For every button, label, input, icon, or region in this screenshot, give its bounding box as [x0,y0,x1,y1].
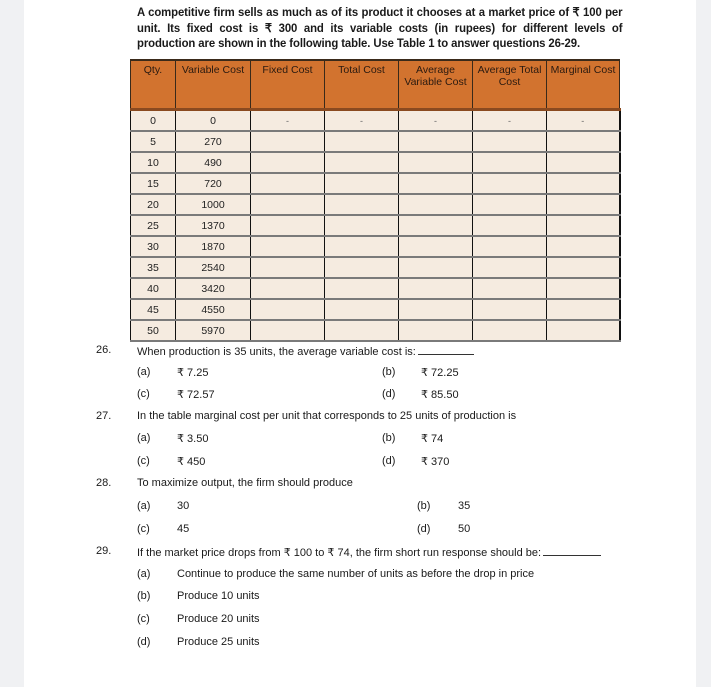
cell-average-total-cost [473,236,547,257]
option-label: (a) [137,366,151,378]
option-value: ₹ 72.57 [177,389,215,401]
option-label: (b) [382,366,396,378]
cell-average-total-cost [473,152,547,173]
table-row [131,131,620,152]
cell-fixed-cost [251,173,325,194]
question-number: 27. [96,410,112,422]
cell-average-variable-cost [399,320,473,341]
table-row [131,257,620,278]
cell-variable-cost: 4550 [176,299,251,320]
option-label: (b) [417,500,431,512]
option-value: Continue to produce the same number of units as before the drop in price [177,568,535,580]
cell-variable-cost: 270 [176,131,251,152]
cell-average-variable-cost [399,152,473,173]
option-value: ₹ 3.50 [177,433,209,445]
cell-fixed-cost [251,236,325,257]
cell-variable-cost: 1370 [176,215,251,236]
cell-fixed-cost [251,257,325,278]
table-row [131,152,620,173]
question-number: 26. [96,344,112,356]
cell-total-cost [325,320,399,341]
cell-average-variable-cost [399,236,473,257]
cell-average-variable-cost [399,299,473,320]
cell-total-cost [325,278,399,299]
option-value: 35 [458,500,471,512]
cell-total-cost [325,152,399,173]
cell-total-cost [325,299,399,320]
cell-average-total-cost [473,299,547,320]
cell-average-variable-cost [399,173,473,194]
header-average-total-cost: Average Total Cost [473,60,547,110]
question-text-content: When production is 35 units, the average variable cost is: [137,346,416,358]
cell-total-cost [325,194,399,215]
question-text: In the table marginal cost per unit that corresponds to 25 units of production is [137,410,517,422]
cell-fixed-cost [251,320,325,341]
option-label: (c) [137,388,150,400]
option-label: (d) [382,455,396,467]
cell-marginal-cost: - [547,110,620,132]
cell-average-total-cost [473,215,547,236]
option-value: Produce 10 units [177,590,260,602]
answer-blank [543,545,601,556]
option-label: (b) [382,432,396,444]
cell-variable-cost: 490 [176,152,251,173]
cell-variable-cost: 720 [176,173,251,194]
option-label: (d) [382,388,396,400]
cell-average-variable-cost [399,194,473,215]
cell-marginal-cost [547,173,620,194]
option-value: ₹ 7.25 [177,367,209,379]
cell-average-total-cost [473,278,547,299]
option-label: (d) [417,523,431,535]
question-text [137,344,474,358]
cell-average-total-cost: - [473,110,547,132]
cell-marginal-cost [547,194,620,215]
option-value: 45 [177,523,190,535]
cell-qty: 35 [131,257,176,278]
cell-fixed-cost [251,131,325,152]
cell-fixed-cost [251,215,325,236]
question-number: 28. [96,477,112,489]
question-number: 29. [96,545,112,557]
cell-average-variable-cost [399,278,473,299]
option-label: (d) [137,636,151,648]
header-variable-cost: Variable Cost [176,60,251,110]
option-value: Produce 20 units [177,613,260,625]
cell-total-cost [325,215,399,236]
option-value: ₹ 370 [421,456,450,468]
option-label: (a) [137,432,151,444]
cell-qty: 0 [131,110,176,132]
cell-fixed-cost [251,278,325,299]
option-label: (c) [137,523,150,535]
question-text: To maximize output, the firm should produce [137,477,353,489]
cell-qty: 5 [131,131,176,152]
option-label: (c) [137,455,150,467]
cell-variable-cost: 1870 [176,236,251,257]
cell-average-total-cost [473,257,547,278]
cell-variable-cost: 1000 [176,194,251,215]
header-qty: Qty. [131,60,176,110]
table-row [131,110,620,132]
cell-average-total-cost [473,320,547,341]
cell-total-cost [325,257,399,278]
cell-qty: 20 [131,194,176,215]
cell-total-cost [325,236,399,257]
option-label: (a) [137,500,151,512]
table-header-row [131,60,620,110]
table-row [131,194,620,215]
cell-total-cost: - [325,110,399,132]
intro-paragraph: A competitive firm sells as much as of its product it chooses at a market price of ₹ 100 per unit. Its fixed cost is ₹ 300 and its variable costs (in rupees) for different levels of production are shown in the following table. Use Table 1 to answer questions 26-29. [137,5,623,50]
table-row [131,236,620,257]
cell-fixed-cost: - [251,110,325,132]
question-text [137,545,601,559]
cell-average-variable-cost [399,257,473,278]
cell-variable-cost: 5970 [176,320,251,341]
table-row [131,215,620,236]
cell-marginal-cost [547,257,620,278]
table-row [131,173,620,194]
cell-fixed-cost [251,152,325,173]
cell-marginal-cost [547,320,620,341]
cell-marginal-cost [547,215,620,236]
cell-average-variable-cost [399,131,473,152]
table-row [131,320,620,341]
cell-average-total-cost [473,173,547,194]
table-row [131,299,620,320]
cell-marginal-cost [547,278,620,299]
option-label: (b) [137,590,151,602]
header-fixed-cost: Fixed Cost [251,60,325,110]
cell-qty: 30 [131,236,176,257]
option-label: (a) [137,568,151,580]
option-value: ₹ 450 [177,456,206,468]
cell-fixed-cost [251,194,325,215]
page-margin [696,0,711,687]
cell-marginal-cost [547,299,620,320]
option-label: (c) [137,613,150,625]
cell-qty: 10 [131,152,176,173]
cost-table [130,59,621,342]
option-value: ₹ 85.50 [421,389,459,401]
table-row [131,278,620,299]
option-value: Produce 25 units [177,636,260,648]
cell-fixed-cost [251,299,325,320]
header-average-variable-cost: Average Variable Cost [399,60,473,110]
cell-qty: 50 [131,320,176,341]
option-value: 30 [177,500,190,512]
cell-total-cost [325,173,399,194]
cell-qty: 25 [131,215,176,236]
cell-qty: 45 [131,299,176,320]
answer-blank [418,344,474,355]
cell-average-variable-cost [399,215,473,236]
cell-average-total-cost [473,131,547,152]
cell-variable-cost: 2540 [176,257,251,278]
option-value: 50 [458,523,471,535]
cell-qty: 40 [131,278,176,299]
option-value: ₹ 74 [421,433,444,445]
cell-total-cost [325,131,399,152]
header-total-cost: Total Cost [325,60,399,110]
cell-qty: 15 [131,173,176,194]
cell-average-total-cost [473,194,547,215]
question-text-content: If the market price drops from ₹ 100 to ₹ 74, the firm short run response should be: [137,547,542,559]
option-value: ₹ 72.25 [421,367,459,379]
cell-variable-cost: 0 [176,110,251,132]
cell-marginal-cost [547,131,620,152]
cell-variable-cost: 3420 [176,278,251,299]
cell-average-variable-cost: - [399,110,473,132]
header-marginal-cost: Marginal Cost [547,60,620,110]
cell-marginal-cost [547,152,620,173]
cell-marginal-cost [547,236,620,257]
